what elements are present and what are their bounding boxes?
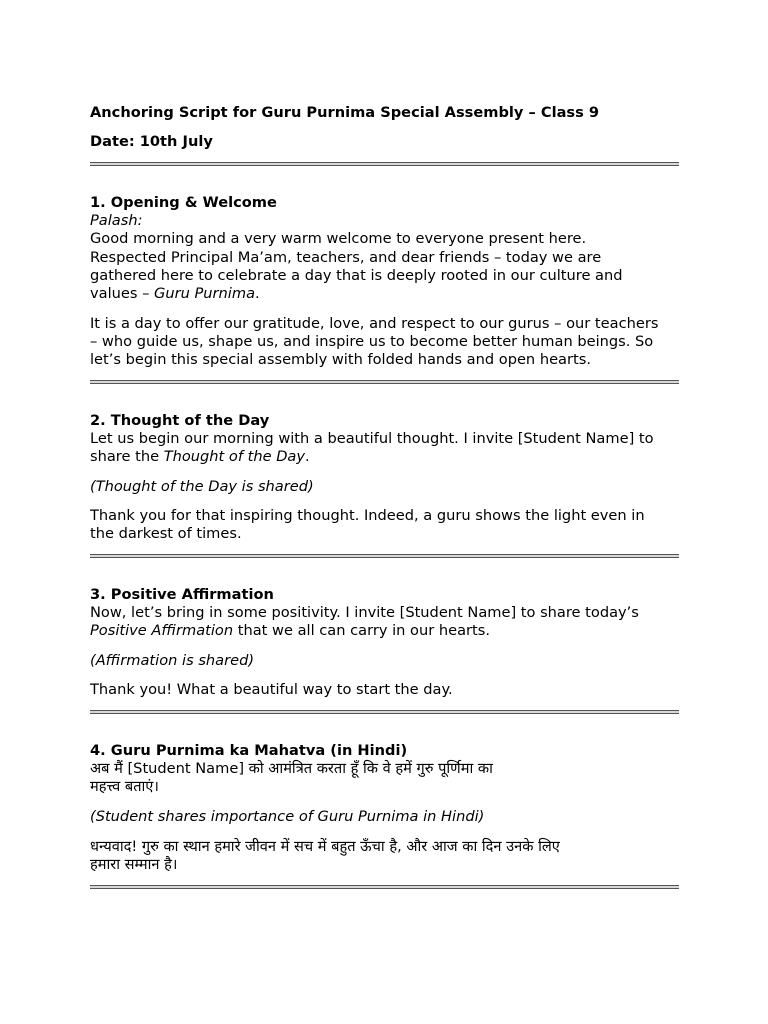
text-line: share the Thought of the Day. [90,448,310,466]
emphasis: Positive Affirmation [90,622,234,640]
text-line: महत्त्व बताएं। [90,778,159,796]
text-line: Now, let’s bring in some positivity. I invite [Student Name] to share today’s [90,604,639,622]
section-divider [90,885,679,889]
text-line: gathered here to celebrate a day that is deeply rooted in our culture and [90,266,623,284]
stage-note: (Affirmation is shared) [90,652,255,669]
emphasis: Guru Purnima [154,285,256,303]
section-divider [90,554,679,558]
text-line: अब मैं [Student Name] को आमंत्रित करता हूँ कि वे हमें गुरु पूर्णिमा का [90,760,493,778]
text-line: हमारा सम्मान है। [90,856,178,874]
section-thought [90,412,690,467]
text-line: the darkest of times. [90,525,242,543]
text-line: let’s begin this special assembly with folded hands and open hearts. [90,351,591,369]
section-divider [90,380,679,384]
section-heading: 3. Positive Affirmation [90,586,274,603]
text-line: – who guide us, shape us, and inspire us to become better human beings. So [90,333,654,351]
emphasis: Thought of the Day [163,448,306,466]
text-line: values – Guru Purnima. [90,285,260,303]
section-heading: 2. Thought of the Day [90,412,270,429]
text-line: Thank you! What a beautiful way to start the day. [90,681,453,698]
section-divider [90,710,679,714]
section-opening [90,194,690,303]
text-line: Positive Affirmation that we all can carry in our hearts. [90,622,491,640]
text-line: धन्यवाद! गुरु का स्थान हमारे जीवन में सच में बहुत ऊँचा है, और आज का दिन उनके लिए [90,838,560,855]
text-line: Respected Principal Ma’am, teachers, and dear friends – today we are [90,248,602,266]
paragraph [90,507,690,543]
section-hindi [90,742,690,797]
document-date: Date: 10th July [90,133,213,150]
text-line: Thank you for that inspiring thought. Indeed, a guru shows the light even in [90,507,645,524]
section-divider [90,162,679,166]
section-affirmation [90,586,690,641]
text-line: Good morning and a very warm welcome to everyone present here. [90,230,587,248]
stage-note: (Student shares importance of Guru Purnima in Hindi) [90,808,485,825]
paragraph [90,315,690,370]
paragraph [90,838,690,874]
document-title: Anchoring Script for Guru Purnima Special Assembly – Class 9 [90,104,600,121]
text-line: It is a day to offer our gratitude, love, and respect to our gurus – our teachers [90,315,659,332]
speaker-label: Palash: [90,212,143,230]
section-heading: 4. Guru Purnima ka Mahatva (in Hindi) [90,742,408,759]
stage-note: (Thought of the Day is shared) [90,478,314,495]
text-line: Let us begin our morning with a beautiful thought. I invite [Student Name] to [90,430,654,448]
section-heading: 1. Opening & Welcome [90,194,277,211]
